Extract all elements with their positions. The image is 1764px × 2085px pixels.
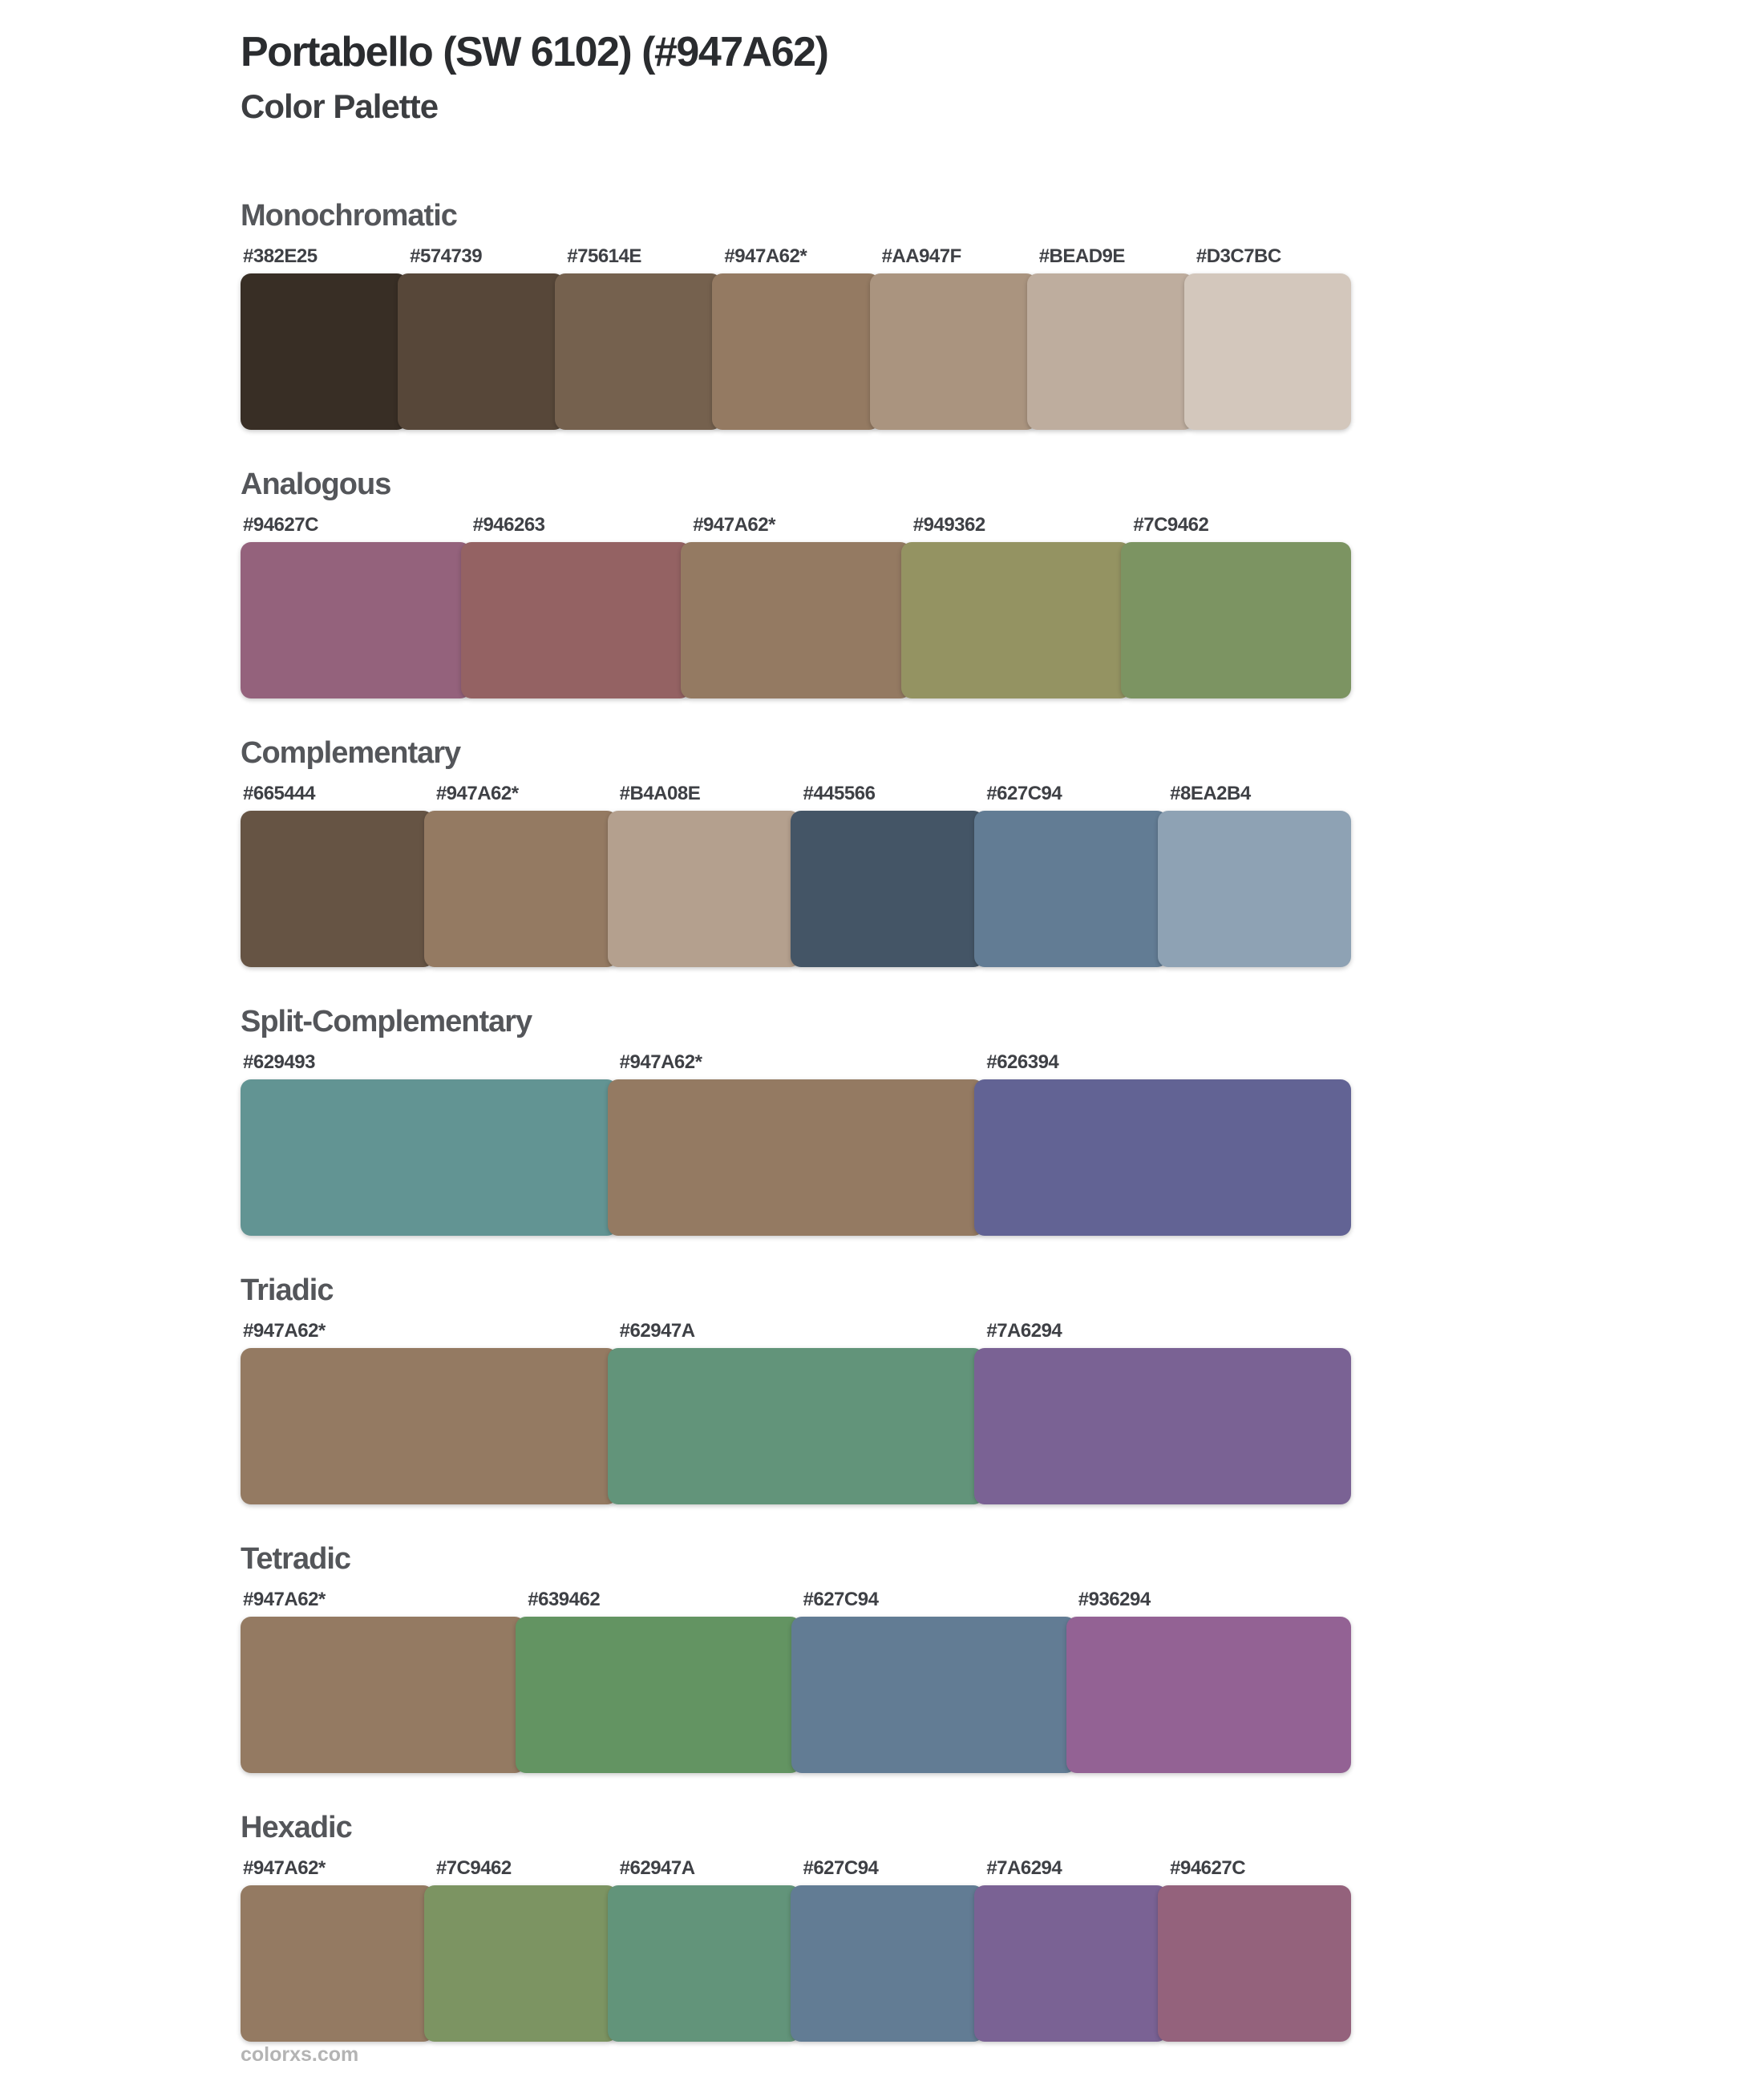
section-heading: Triadic: [241, 1273, 334, 1307]
color-swatch[interactable]: [1184, 273, 1351, 430]
swatch-cell: [974, 1052, 1351, 1236]
color-swatch[interactable]: [516, 1617, 800, 1773]
color-swatch[interactable]: [974, 1079, 1351, 1236]
swatch-cell: [461, 515, 691, 698]
swatch-cell: [791, 1589, 1076, 1773]
palette-section-monochromatic: [241, 200, 1351, 430]
swatch-hex-label: #936294: [1078, 1589, 1151, 1610]
swatch-cell: [1158, 783, 1351, 967]
color-swatch[interactable]: [1027, 273, 1194, 430]
swatch-cell: [1121, 515, 1351, 698]
swatch-cell: [516, 1589, 800, 1773]
swatch-cell: [608, 1052, 985, 1236]
swatch-row: [241, 515, 1351, 698]
swatch-cell: [870, 246, 1037, 430]
swatch-hex-label: #627C94: [803, 1589, 879, 1610]
swatch-cell: [241, 1589, 525, 1773]
color-swatch[interactable]: [791, 1885, 984, 2042]
page-content: [241, 0, 1351, 2080]
swatch-cell: [241, 1321, 617, 1504]
swatch-hex-label: #75614E: [567, 245, 641, 267]
swatch-cell: [241, 246, 407, 430]
swatch-hex-label: #639462: [528, 1589, 601, 1610]
color-swatch[interactable]: [974, 811, 1167, 967]
swatch-row: [241, 1858, 1351, 2042]
color-swatch[interactable]: [1158, 811, 1351, 967]
swatch-hex-label: #7C9462: [1133, 514, 1209, 536]
swatch-cell: [608, 1858, 801, 2042]
swatch-hex-label: #62947A: [619, 1320, 695, 1342]
swatch-hex-label: #94627C: [1170, 1857, 1246, 1879]
swatch-hex-label: #B4A08E: [619, 783, 701, 804]
color-swatch[interactable]: [608, 1885, 801, 2042]
color-swatch[interactable]: [712, 273, 879, 430]
color-swatch[interactable]: [1158, 1885, 1351, 2042]
swatch-hex-label: #7C9462: [435, 1857, 512, 1879]
section-heading: Monochromatic: [241, 199, 457, 233]
color-swatch[interactable]: [681, 542, 911, 698]
swatch-hex-label: #445566: [803, 783, 876, 804]
swatch-hex-label: #BEAD9E: [1038, 245, 1125, 267]
page-title: Portabello (SW 6102) (#947A62): [241, 29, 828, 75]
color-swatch[interactable]: [608, 811, 801, 967]
color-swatch[interactable]: [1121, 542, 1351, 698]
color-swatch[interactable]: [241, 811, 434, 967]
swatch-cell: [608, 783, 801, 967]
swatch-hex-label: #AA947F: [881, 245, 961, 267]
color-swatch[interactable]: [241, 1617, 525, 1773]
color-swatch[interactable]: [974, 1885, 1167, 2042]
swatch-hex-label: #94627C: [243, 514, 318, 536]
swatch-hex-label: #947A62*: [435, 783, 519, 804]
color-swatch[interactable]: [555, 273, 722, 430]
swatch-cell: [241, 1858, 434, 2042]
swatch-hex-label: #62947A: [619, 1857, 695, 1879]
swatch-cell: [791, 783, 984, 967]
swatch-hex-label: #7A6294: [986, 1857, 1062, 1879]
swatch-hex-label: #627C94: [986, 783, 1062, 804]
swatch-hex-label: #949362: [912, 514, 985, 536]
section-heading: Analogous: [241, 468, 391, 501]
swatch-cell: [974, 783, 1167, 967]
color-swatch[interactable]: [608, 1079, 985, 1236]
swatch-hex-label: #665444: [243, 783, 315, 804]
palette-section-hexadic: [241, 1812, 1351, 2042]
color-swatch[interactable]: [398, 273, 564, 430]
section-heading: Hexadic: [241, 1811, 352, 1844]
color-swatch[interactable]: [424, 1885, 617, 2042]
section-heading: Split-Complementary: [241, 1005, 532, 1038]
palette-sections: [241, 200, 1351, 2042]
palette-section-split-complementary: [241, 1006, 1351, 1236]
swatch-cell: [901, 515, 1131, 698]
color-swatch[interactable]: [1066, 1617, 1351, 1773]
section-heading: Tetradic: [241, 1542, 351, 1576]
swatch-cell: [555, 246, 722, 430]
swatch-cell: [424, 1858, 617, 2042]
swatch-hex-label: #629493: [243, 1051, 315, 1073]
swatch-row: [241, 783, 1351, 967]
swatch-hex-label: #382E25: [243, 245, 318, 267]
swatch-hex-label: #947A62*: [724, 245, 807, 267]
palette-section-analogous: [241, 468, 1351, 698]
swatch-cell: [1027, 246, 1194, 430]
swatch-hex-label: #D3C7BC: [1196, 245, 1281, 267]
swatch-hex-label: #947A62*: [693, 514, 775, 536]
swatch-cell: [608, 1321, 985, 1504]
swatch-row: [241, 246, 1351, 430]
swatch-cell: [681, 515, 911, 698]
swatch-cell: [974, 1858, 1167, 2042]
swatch-hex-label: #946263: [472, 514, 545, 536]
color-swatch[interactable]: [241, 1348, 617, 1504]
color-swatch[interactable]: [791, 811, 984, 967]
color-swatch[interactable]: [791, 1617, 1076, 1773]
palette-section-triadic: [241, 1274, 1351, 1504]
swatch-hex-label: #8EA2B4: [1170, 783, 1251, 804]
swatch-cell: [1184, 246, 1351, 430]
color-swatch[interactable]: [608, 1348, 985, 1504]
swatch-cell: [241, 515, 471, 698]
swatch-row: [241, 1321, 1351, 1504]
swatch-hex-label: #947A62*: [243, 1589, 326, 1610]
color-swatch[interactable]: [870, 273, 1037, 430]
swatch-cell: [1158, 1858, 1351, 2042]
swatch-hex-label: #947A62*: [619, 1051, 702, 1073]
swatch-hex-label: #574739: [410, 245, 483, 267]
palette-section-complementary: [241, 737, 1351, 967]
swatch-cell: [398, 246, 564, 430]
swatch-row: [241, 1052, 1351, 1236]
color-swatch[interactable]: [974, 1348, 1351, 1504]
swatch-cell: [424, 783, 617, 967]
swatch-hex-label: #627C94: [803, 1857, 879, 1879]
swatch-cell: [1066, 1589, 1351, 1773]
swatch-row: [241, 1589, 1351, 1773]
color-swatch[interactable]: [241, 542, 471, 698]
color-swatch[interactable]: [901, 542, 1131, 698]
swatch-cell: [241, 1052, 617, 1236]
footer-site-link[interactable]: colorxs.com: [241, 2043, 359, 2066]
color-swatch[interactable]: [241, 1885, 434, 2042]
swatch-cell: [791, 1858, 984, 2042]
color-swatch[interactable]: [241, 273, 407, 430]
page-subtitle: Color Palette: [241, 87, 439, 125]
swatch-cell: [241, 783, 434, 967]
swatch-cell: [974, 1321, 1351, 1504]
palette-section-tetradic: [241, 1543, 1351, 1773]
swatch-hex-label: #947A62*: [243, 1857, 326, 1879]
color-swatch[interactable]: [241, 1079, 617, 1236]
color-swatch[interactable]: [424, 811, 617, 967]
swatch-hex-label: #7A6294: [986, 1320, 1062, 1342]
swatch-cell: [712, 246, 879, 430]
color-swatch[interactable]: [461, 542, 691, 698]
swatch-hex-label: #626394: [986, 1051, 1059, 1073]
section-heading: Complementary: [241, 736, 461, 770]
swatch-hex-label: #947A62*: [243, 1320, 326, 1342]
